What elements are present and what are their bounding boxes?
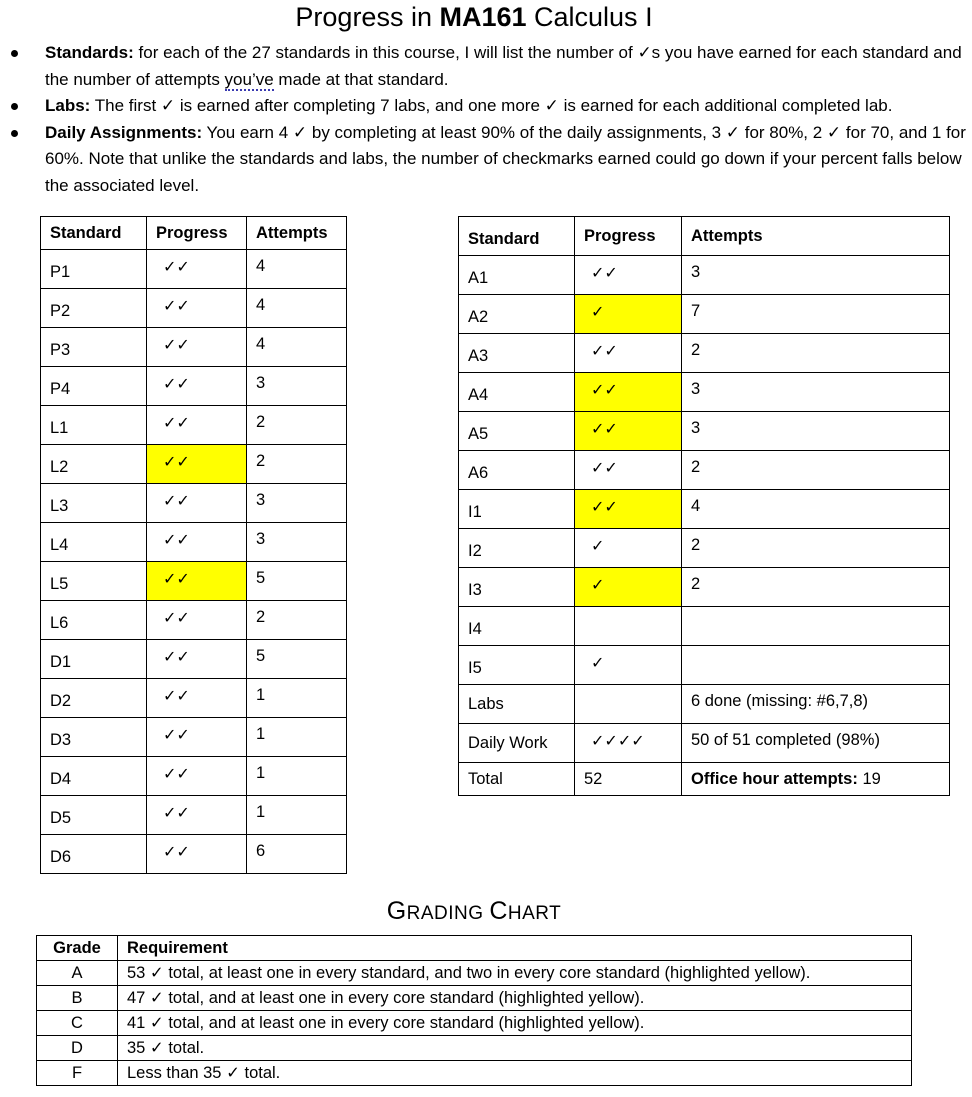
standard-cell: D2 bbox=[41, 679, 147, 718]
course-code: MA161 bbox=[439, 2, 527, 32]
progress-cell: ✓✓ bbox=[575, 451, 682, 490]
bullet-label: Daily Assignments: bbox=[45, 122, 203, 142]
standard-cell: P2 bbox=[41, 289, 147, 328]
progress-cell: ✓✓ bbox=[575, 334, 682, 373]
labs-label: Labs bbox=[459, 685, 575, 724]
standard-cell: P1 bbox=[41, 250, 147, 289]
progress-cell: ✓✓ bbox=[147, 757, 247, 796]
table-header-row bbox=[459, 217, 950, 256]
daily-work-progress: ✓✓✓✓ bbox=[575, 724, 682, 763]
daily-work-label: Daily Work bbox=[459, 724, 575, 763]
progress-cell-core: ✓✓ bbox=[575, 412, 682, 451]
table-row bbox=[37, 1061, 912, 1086]
column-header-progress: Progress bbox=[575, 217, 682, 256]
attempts-cell: 4 bbox=[682, 490, 950, 529]
table-row bbox=[459, 451, 950, 490]
standards-table-right bbox=[458, 216, 950, 796]
table-row bbox=[459, 295, 950, 334]
standard-cell: L6 bbox=[41, 601, 147, 640]
table-row bbox=[41, 328, 347, 367]
table-row bbox=[37, 986, 912, 1011]
table-row bbox=[41, 757, 347, 796]
table-row bbox=[41, 445, 347, 484]
standard-cell: A5 bbox=[459, 412, 575, 451]
attempts-cell: 5 bbox=[247, 640, 347, 679]
bullet-dot-icon bbox=[11, 50, 18, 57]
bullet-standards bbox=[0, 40, 972, 93]
progress-cell: ✓✓ bbox=[147, 640, 247, 679]
bullet-text: made at that standard. bbox=[273, 69, 449, 89]
daily-work-row bbox=[459, 724, 950, 763]
bullet-text: The first ✓ is earned after completing 7 labs, and one more ✓ is earned for each additional completed lab. bbox=[90, 96, 893, 115]
attempts-cell: 3 bbox=[247, 367, 347, 406]
bullet-dot-icon bbox=[11, 130, 18, 137]
labs-row bbox=[459, 685, 950, 724]
page-title bbox=[0, 0, 948, 34]
column-header-standard: Standard bbox=[459, 217, 575, 256]
requirement-cell: 53 ✓ total, at least one in every standard, and two in every core standard (highlighted yellow). bbox=[118, 961, 912, 986]
column-header-grade: Grade bbox=[37, 936, 118, 961]
grading-table bbox=[36, 935, 912, 1086]
table-header-row bbox=[37, 936, 912, 961]
title-letter: G bbox=[386, 897, 407, 925]
progress-cell: ✓✓ bbox=[147, 328, 247, 367]
table-row bbox=[41, 679, 347, 718]
table-row bbox=[459, 334, 950, 373]
progress-cell: ✓✓ bbox=[147, 796, 247, 835]
table-row bbox=[459, 373, 950, 412]
bullet-text: for each of the 27 standards in this course, I will list the number of ✓s you have earned for each standard and the number of attempts bbox=[45, 43, 962, 89]
attempts-cell: 2 bbox=[682, 568, 950, 607]
progress-cell-core: ✓ bbox=[575, 295, 682, 334]
standard-cell: I3 bbox=[459, 568, 575, 607]
table-row bbox=[459, 256, 950, 295]
requirement-cell: 47 ✓ total, and at least one in every core standard (highlighted yellow). bbox=[118, 986, 912, 1011]
table-row bbox=[41, 523, 347, 562]
progress-cell: ✓✓ bbox=[147, 523, 247, 562]
column-header-progress: Progress bbox=[147, 217, 247, 250]
table-row bbox=[41, 835, 347, 874]
standard-cell: A1 bbox=[459, 256, 575, 295]
table-row bbox=[459, 412, 950, 451]
title-prefix: Progress in bbox=[295, 2, 440, 32]
table-row bbox=[459, 607, 950, 646]
column-header-standard: Standard bbox=[41, 217, 147, 250]
requirement-cell: Less than 35 ✓ total. bbox=[118, 1061, 912, 1086]
progress-cell-core: ✓✓ bbox=[575, 373, 682, 412]
progress-cell: ✓✓ bbox=[147, 601, 247, 640]
course-name: Calculus I bbox=[526, 2, 653, 32]
progress-cell-core: ✓✓ bbox=[575, 490, 682, 529]
bullet-dot-icon bbox=[11, 103, 18, 110]
table-row bbox=[41, 718, 347, 757]
standard-cell: A6 bbox=[459, 451, 575, 490]
progress-cell: ✓✓ bbox=[147, 289, 247, 328]
progress-cell: ✓✓ bbox=[147, 367, 247, 406]
progress-cell: ✓✓ bbox=[147, 835, 247, 874]
standard-cell: P4 bbox=[41, 367, 147, 406]
standard-cell: D4 bbox=[41, 757, 147, 796]
bullet-daily-assignments bbox=[0, 120, 972, 200]
attempts-cell bbox=[682, 646, 950, 685]
title-smallcaps: HART bbox=[507, 903, 562, 924]
bullet-text: You earn 4 ✓ by completing at least 90% of the daily assignments, 3 ✓ for 80%, 2 ✓ for 70, and 1 for 60%. Note that unlike the standards and labs, the number of checkmarks earned could go down if your percent falls below the associated level. bbox=[45, 122, 966, 195]
progress-cell bbox=[575, 607, 682, 646]
progress-cell: ✓✓ bbox=[147, 250, 247, 289]
table-row bbox=[37, 1011, 912, 1036]
attempts-cell: 2 bbox=[247, 445, 347, 484]
standard-cell: A3 bbox=[459, 334, 575, 373]
table-row bbox=[41, 601, 347, 640]
attempts-cell: 3 bbox=[247, 484, 347, 523]
standard-cell: L1 bbox=[41, 406, 147, 445]
progress-cell: ✓ bbox=[575, 646, 682, 685]
table-row bbox=[41, 562, 347, 601]
grading-chart-title bbox=[0, 897, 948, 926]
grade-cell: A bbox=[37, 961, 118, 986]
attempts-cell: 4 bbox=[247, 289, 347, 328]
standards-table-body bbox=[459, 256, 950, 685]
standards-table-left bbox=[40, 216, 347, 874]
standard-cell: D3 bbox=[41, 718, 147, 757]
table-row bbox=[41, 367, 347, 406]
instructions-list bbox=[0, 40, 972, 199]
column-header-attempts: Attempts bbox=[682, 217, 950, 256]
table-row bbox=[41, 640, 347, 679]
progress-cell: ✓✓ bbox=[147, 484, 247, 523]
attempts-cell: 1 bbox=[247, 679, 347, 718]
attempts-cell: 4 bbox=[247, 328, 347, 367]
standard-cell: A4 bbox=[459, 373, 575, 412]
table-header-row bbox=[41, 217, 347, 250]
standard-cell: I2 bbox=[459, 529, 575, 568]
attempts-cell: 2 bbox=[682, 529, 950, 568]
bullet-labs bbox=[0, 93, 972, 120]
total-label: Total bbox=[459, 763, 575, 796]
grade-cell: D bbox=[37, 1036, 118, 1061]
table-row bbox=[459, 568, 950, 607]
attempts-cell: 3 bbox=[247, 523, 347, 562]
attempts-cell: 1 bbox=[247, 796, 347, 835]
office-hour-value: 19 bbox=[857, 769, 881, 788]
attempts-cell: 2 bbox=[247, 406, 347, 445]
grade-cell: F bbox=[37, 1061, 118, 1086]
requirement-cell: 41 ✓ total, and at least one in every core standard (highlighted yellow). bbox=[118, 1011, 912, 1036]
progress-cell-core: ✓ bbox=[575, 568, 682, 607]
standard-cell: I4 bbox=[459, 607, 575, 646]
progress-cell-core: ✓✓ bbox=[147, 445, 247, 484]
table-row bbox=[37, 1036, 912, 1061]
standard-cell: D1 bbox=[41, 640, 147, 679]
standard-cell: L2 bbox=[41, 445, 147, 484]
table-row bbox=[41, 250, 347, 289]
summary-rows bbox=[459, 685, 950, 796]
standard-cell: D6 bbox=[41, 835, 147, 874]
bullet-label: Labs: bbox=[45, 96, 91, 115]
standard-cell: P3 bbox=[41, 328, 147, 367]
standard-cell: A2 bbox=[459, 295, 575, 334]
standard-cell: L5 bbox=[41, 562, 147, 601]
grading-table-body bbox=[37, 961, 912, 1086]
attempts-cell: 3 bbox=[682, 373, 950, 412]
total-value: 52 bbox=[575, 763, 682, 796]
attempts-cell: 1 bbox=[247, 718, 347, 757]
progress-cell-core: ✓✓ bbox=[147, 562, 247, 601]
table-row bbox=[459, 529, 950, 568]
bullet-label: Standards: bbox=[45, 43, 134, 62]
requirement-cell: 35 ✓ total. bbox=[118, 1036, 912, 1061]
labs-value: 6 done (missing: #6,7,8) bbox=[682, 685, 950, 724]
progress-cell: ✓✓ bbox=[575, 256, 682, 295]
standard-cell: L4 bbox=[41, 523, 147, 562]
column-header-requirement: Requirement bbox=[118, 936, 912, 961]
standard-cell: L3 bbox=[41, 484, 147, 523]
attempts-cell: 2 bbox=[682, 451, 950, 490]
attempts-cell: 1 bbox=[247, 757, 347, 796]
progress-cell: ✓✓ bbox=[147, 679, 247, 718]
title-smallcaps: RADING bbox=[406, 903, 490, 924]
attempts-cell: 2 bbox=[247, 601, 347, 640]
progress-cell: ✓✓ bbox=[147, 718, 247, 757]
standard-cell: I5 bbox=[459, 646, 575, 685]
table-row bbox=[41, 406, 347, 445]
labs-progress bbox=[575, 685, 682, 724]
table-row bbox=[459, 646, 950, 685]
total-row bbox=[459, 763, 950, 796]
standard-cell: D5 bbox=[41, 796, 147, 835]
grade-cell: C bbox=[37, 1011, 118, 1036]
attempts-cell: 2 bbox=[682, 334, 950, 373]
table-row bbox=[41, 796, 347, 835]
office-hour-label: Office hour attempts: bbox=[691, 769, 858, 788]
attempts-cell: 7 bbox=[682, 295, 950, 334]
grade-cell: B bbox=[37, 986, 118, 1011]
table-row bbox=[41, 484, 347, 523]
table-row bbox=[459, 490, 950, 529]
attempts-cell: 4 bbox=[247, 250, 347, 289]
progress-cell: ✓ bbox=[575, 529, 682, 568]
standards-table-body bbox=[41, 250, 347, 874]
table-row bbox=[41, 289, 347, 328]
grammar-flag-text: you’ve bbox=[224, 69, 274, 89]
attempts-cell: 5 bbox=[247, 562, 347, 601]
attempts-cell bbox=[682, 607, 950, 646]
attempts-cell: 3 bbox=[682, 256, 950, 295]
title-letter: C bbox=[489, 897, 508, 925]
column-header-attempts: Attempts bbox=[247, 217, 347, 250]
progress-cell: ✓✓ bbox=[147, 406, 247, 445]
table-row bbox=[37, 961, 912, 986]
standard-cell: I1 bbox=[459, 490, 575, 529]
office-hour-attempts bbox=[682, 763, 950, 796]
attempts-cell: 6 bbox=[247, 835, 347, 874]
daily-work-value: 50 of 51 completed (98%) bbox=[682, 724, 950, 763]
attempts-cell: 3 bbox=[682, 412, 950, 451]
